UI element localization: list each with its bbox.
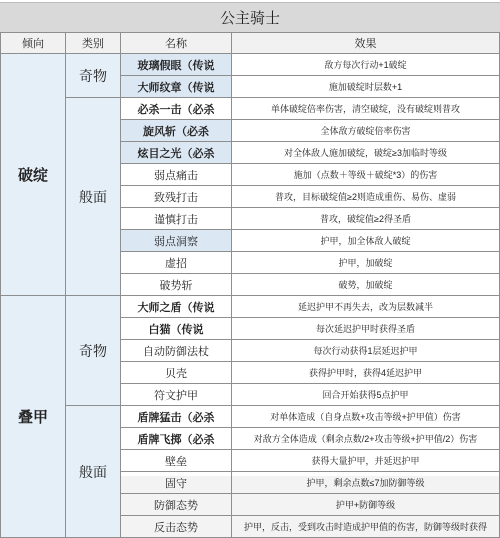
row-name[interactable] [121,120,232,142]
category-cell[interactable] [66,54,121,98]
row-name-text: 谨慎打击 [154,213,198,226]
row-effect[interactable] [232,384,500,406]
category-cell-text: 般面 [79,463,107,480]
row-effect[interactable] [232,340,500,362]
category-cell[interactable] [66,406,121,538]
row-name[interactable] [121,296,232,318]
row-effect[interactable] [232,362,500,384]
row-name[interactable] [121,340,232,362]
row-name-text: 白猫（传说 [148,323,204,336]
row-name-text: 必杀一击（必杀 [137,103,215,116]
tendency-cell[interactable] [0,54,66,296]
row-name-text: 炫目之光（必杀 [137,147,215,160]
row-effect-text: 获得护甲时，获得4延迟护甲 [308,368,422,378]
row-effect-text: 护甲，反击，受到攻击时造成护甲值的伤害，防御等级时获得 [243,522,487,532]
row-name-text: 壁垒 [165,455,187,468]
row-effect[interactable] [232,120,500,142]
row-effect-text: 护甲，加破绽 [338,258,393,268]
row-name-text: 大师之盾（传说 [137,301,215,314]
row-name[interactable] [121,142,232,164]
row-effect-text: 护甲+防御等级 [335,500,396,510]
row-effect[interactable] [232,98,500,120]
row-effect[interactable] [232,164,500,186]
row-name-text: 符文护甲 [154,389,198,402]
header-category-text: 类别 [82,38,104,50]
row-effect[interactable] [232,208,500,230]
row-effect-text: 敌方每次行动+1破绽 [324,60,407,70]
header-effect-text: 效果 [354,38,377,50]
row-effect[interactable] [232,406,500,428]
header-name-text: 名称 [165,38,187,50]
row-effect[interactable] [232,274,500,296]
row-effect-text: 施加（点数＋等级＋破绽*3）的伤害 [293,170,438,180]
row-name-text: 防御态势 [154,499,198,512]
row-name[interactable] [121,472,232,494]
row-name-text: 反击态势 [154,521,198,534]
row-effect-text: 对单体造成（自身点数+攻击等级+护甲值）伤害 [270,412,461,422]
row-effect[interactable] [232,318,500,340]
row-name[interactable] [121,450,232,472]
row-effect[interactable] [232,54,500,76]
header-effect[interactable] [232,33,500,54]
sheet-title: 公主骑士 [0,2,500,33]
row-effect[interactable] [232,230,500,252]
row-name[interactable] [121,362,232,384]
row-effect-text: 对全体敌人施加破绽，破绽≥3加临时等级 [284,148,447,158]
row-effect-text: 普攻，目标破绽值≥2则造成重伤、易伤、虚弱 [275,192,456,202]
row-name[interactable] [121,494,232,516]
row-effect-text: 回合开始获得5点护甲 [322,390,409,400]
tendency-cell-text: 破绽 [17,167,48,184]
row-name-text: 固守 [165,477,187,490]
row-effect[interactable] [232,472,500,494]
row-name-text: 弱点洞察 [154,235,198,248]
row-name-text: 弱点痛击 [154,169,198,182]
row-effect-text: 护甲，加全体敌人破绽 [320,236,411,246]
row-name[interactable] [121,54,232,76]
row-name-text: 玻璃假眼（传说 [137,59,215,72]
row-effect-text: 单体破绽倍率伤害，清空破绽，没有破绽则普攻 [270,104,460,114]
row-effect-text: 护甲，剩余点数≤7加防御等级 [306,478,425,488]
header-tendency-text: 倾向 [22,38,44,50]
row-effect-text: 施加破绽时层数+1 [328,82,403,92]
row-name-text: 破势斩 [159,279,193,292]
tendency-cell[interactable] [0,296,66,538]
row-effect[interactable] [232,516,500,538]
row-effect-text: 获得大量护甲，并延迟护甲 [311,456,420,466]
category-cell-text: 奇物 [79,67,107,84]
row-effect-text: 对敌方全体造成（剩余点数/2+攻击等级+护甲值/2）伤害 [253,434,478,444]
row-effect-text: 每次延迟护甲时获得圣盾 [315,324,415,334]
row-effect[interactable] [232,186,500,208]
row-name-text: 致残打击 [154,191,198,204]
row-effect-text: 破势，加破绽 [338,280,393,290]
row-name[interactable] [121,76,232,98]
row-name[interactable] [121,186,232,208]
row-effect-text: 普攻，破绽值≥2得圣盾 [320,214,411,224]
row-effect[interactable] [232,296,500,318]
row-effect[interactable] [232,142,500,164]
row-name[interactable] [121,428,232,450]
tendency-cell-text: 叠甲 [17,409,48,426]
category-cell-text: 奇物 [79,342,107,359]
row-name[interactable] [121,230,232,252]
row-effect-text: 延迟护甲不再失去，改为层数减半 [297,302,433,312]
row-effect-text: 每次行动获得1层延迟护甲 [313,346,418,356]
row-name-text: 贝壳 [165,367,187,380]
row-name[interactable] [121,318,232,340]
row-effect[interactable] [232,76,500,98]
row-name[interactable] [121,384,232,406]
row-name[interactable] [121,208,232,230]
header-tendency[interactable] [0,33,66,54]
row-effect[interactable] [232,450,500,472]
header-category[interactable] [66,33,121,54]
row-name-text: 盾牌飞掷（必杀 [137,433,215,446]
row-effect[interactable] [232,494,500,516]
row-effect[interactable] [232,252,500,274]
category-cell-text: 般面 [79,188,107,205]
row-name-text: 盾牌猛击（必杀 [137,411,215,424]
row-name[interactable] [121,164,232,186]
category-cell[interactable] [66,98,121,296]
row-name-text: 旋风斩（必杀 [143,125,209,138]
header-name[interactable] [121,33,232,54]
row-name[interactable] [121,252,232,274]
row-name[interactable] [121,406,232,428]
row-name-text: 大师纹章（传说 [137,81,215,94]
row-name[interactable] [121,98,232,120]
row-effect[interactable] [232,428,500,450]
category-cell[interactable] [66,296,121,406]
row-name-text: 自动防御法杖 [143,345,209,358]
row-effect-text: 全体敌方破绽倍率伤害 [320,126,411,136]
row-name[interactable] [121,516,232,538]
row-name[interactable] [121,274,232,296]
row-name-text: 虚招 [165,257,187,270]
